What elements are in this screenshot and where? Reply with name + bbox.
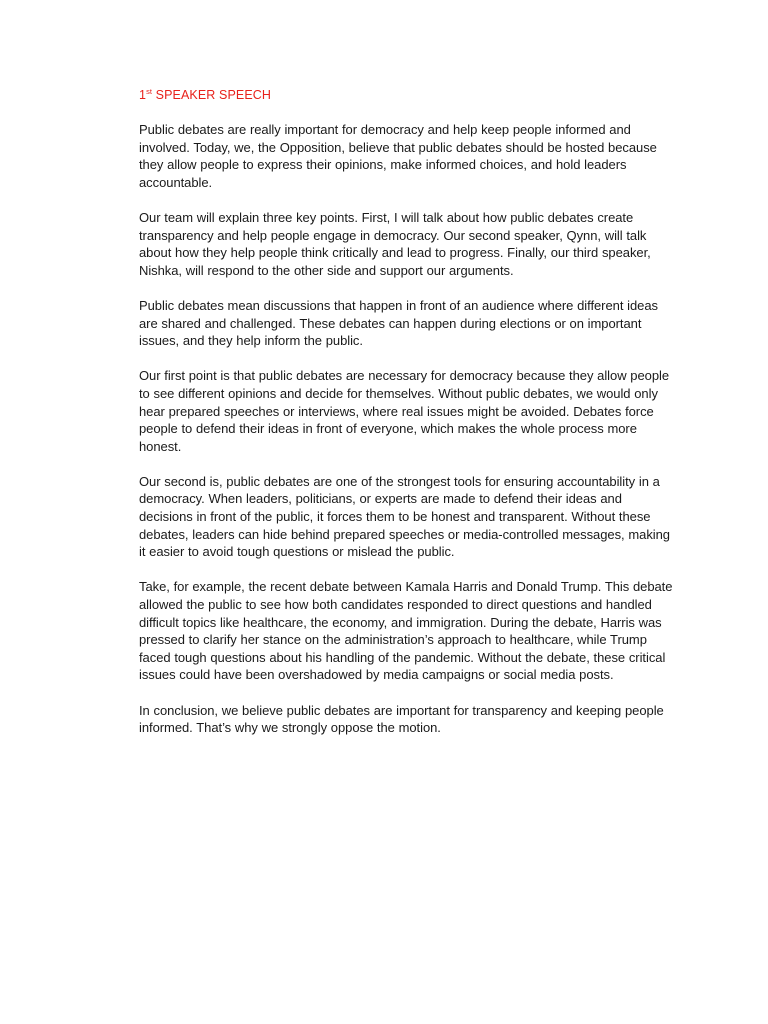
paragraph-intro: Public debates are really important for democracy and help keep people informed and involved. Today, we, the Opposition, believe that public debates should be hosted because they allow people to express their opinions, make informed choices, and hold leaders accountable. [139,122,657,190]
heading-text: SPEAKER SPEECH [152,88,272,102]
heading-ordinal-suffix: st [146,87,153,96]
paragraph-first-point: Our first point is that public debates are necessary for democracy because they allow people to see different opinions and decide for themselves. Without public debates, we would only hear prepared speeches or interviews, where real issues might be avoided. Debates force people to defend their ideas in front of everyone, which makes the whole process more honest. [139,368,670,454]
heading-number: 1 [139,88,147,102]
paragraph-team-points: Our team will explain three key points. First, I will talk about how public debates create transparency and help people engage in democracy. Our second speaker, Qynn, will talk about how they help people think critically and lead to progress. Finally, our third speaker, Nishka, will respond to the other side and support our arguments. [139,209,651,278]
speech-heading [139,86,679,104]
paragraph-definition: Public debates mean discussions that happen in front of an audience where different ideas are shared and challenged. These debates can happen during elections or on important issues, and they help inform the public. [139,297,658,349]
paragraph-second-point: Our second is, public debates are one of the strongest tools for ensuring accountability in a democracy. When leaders, politicians, or experts are made to defend their ideas and decisions in front of the public, it forces them to be honest and transparent. Without these debates, leaders can hide behind prepared speeches or media-controlled messages, making it easier to avoid tough questions or mislead the public. [139,473,670,560]
paragraph-conclusion: In conclusion, we believe public debates are important for transparency and keeping people informed. That’s why we strongly oppose the motion. [139,702,664,736]
paragraph-example: Take, for example, the recent debate between Kamala Harris and Donald Trump. This debate allowed the public to see how both candidates responded to direct questions and handled difficult topics like healthcare, the economy, and immigration. During the debate, Harris was pressed to clarify her stance on the administration’s approach to healthcare, while Trump faced tough questions about his handling of the pandemic. Without the debate, these critical issues could have been overshadowed by media campaigns or social media posts. [139,579,673,683]
document-page [139,86,679,754]
